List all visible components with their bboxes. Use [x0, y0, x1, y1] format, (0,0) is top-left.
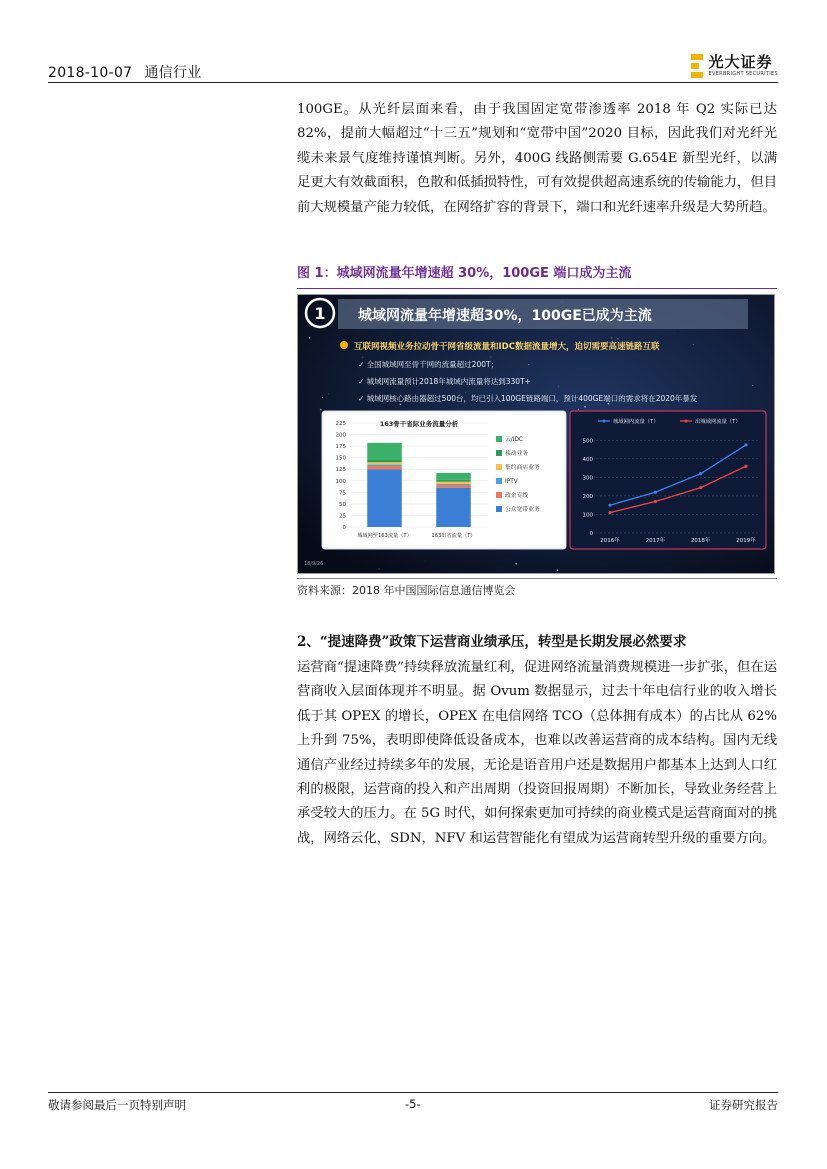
slide-number: 1 [314, 304, 326, 323]
bar-segment [436, 480, 471, 482]
page-number: -5- [405, 1097, 421, 1111]
line-legend-marker [685, 420, 688, 423]
slide-bullet-3: ✓ 城域网核心路由器超过500台，均已引入100GE链路端口，预计400GE端口的需求将在2020年暴发 [358, 394, 698, 403]
star-dot [611, 337, 613, 339]
footer-disclaimer: 敬请参阅最后一页特别声明 [48, 1098, 186, 1112]
bar-chart-title: 163骨干省际业务流量分析 [379, 420, 459, 428]
footer-report-type: 证券研究报告 [709, 1098, 778, 1112]
bar-segment [367, 462, 402, 464]
star-dot [608, 403, 610, 405]
bar-segment [436, 488, 471, 527]
bar-y-tick: 75 [339, 490, 346, 497]
legend-label: IPTV [505, 479, 518, 485]
star-dot [752, 385, 753, 386]
bar-category-label: 城域网至163流量（T） [357, 533, 412, 539]
bar-y-tick: 25 [339, 513, 346, 520]
line-point [608, 511, 611, 514]
star-dot [400, 404, 402, 406]
bar-y-tick: 100 [335, 478, 346, 485]
star-dot [465, 392, 466, 393]
star-dot [558, 386, 559, 387]
page-header [48, 52, 778, 82]
header-meta [48, 62, 202, 82]
line-point [699, 486, 702, 489]
star-dot [328, 393, 329, 394]
legend-label: 政企专线 [505, 493, 529, 499]
bar-segment [436, 482, 471, 484]
bar-y-tick: 225 [335, 421, 346, 427]
bar-y-tick: 125 [335, 467, 346, 474]
bar-y-tick: 0 [342, 525, 346, 531]
line-chart-panel [570, 411, 766, 549]
line-y-tick: 500 [582, 438, 593, 445]
body-paragraph-1: 100GE。从光纤层面来看，由于我国固定宽带渗透率 2018 年 Q2 实际已达 82%，提前大幅超过“十三五”规划和“宽带中国”2020 目标，因此我们对光纤光缆未来景气度维持谨慎判断。另外，400G 线路侧需要 G.654E 新型光纤，以满足更大有效截面积，色散和低插损特性，可有效提供超高速系统的传输能力，但目前大规模量产能力较低，在网络扩容的背景下，端口和光纤速率升级是大势所趋。 [297, 102, 777, 215]
line-y-tick: 0 [589, 531, 593, 537]
line-legend-label: 城域网内流量（T） [613, 419, 659, 425]
figure-bottom-divider [297, 578, 777, 579]
star-dot [557, 569, 559, 571]
figure-slide-photo [297, 294, 775, 574]
bullet-dot-icon [340, 341, 348, 349]
logo-icon [691, 54, 703, 78]
brand-logo [691, 52, 778, 80]
line-legend-label: 出城域网流量（T） [695, 419, 741, 425]
legend-label: 移动业务 [505, 451, 529, 457]
bar-segment [436, 484, 471, 485]
legend-label: 公众宽带业务 [505, 507, 540, 513]
star-dot [362, 357, 363, 358]
slide-bullet-main: 互联网视频业务拉动骨干网省级流量和IDC数据流量增大，迫切需要高速链路互联 [354, 342, 660, 352]
star-dot [674, 333, 675, 334]
line-y-tick: 100 [582, 512, 593, 519]
star-dot [490, 357, 491, 358]
legend-swatch [496, 492, 502, 498]
body-paragraph-2: 运营商“提速降费”持续释放流量红利，促进网络流量消费规模进一步扩张，但在运营商收入层面体现并不明显。据 Ovum 数据显示，过去十年电信行业的收入增长低于其 OPEX 的增长，OPEX 在电信网络 TCO（总体拥有成本）的占比从 62%上升到 75%，表明即使降低设备成本，也难以改善运营商的成本结构。国内无线通信产业经过持续多年的发展，无论是语音用户还是数据用户都基本上达到人口红利的极限，运营商的投入和产出周期（投资回报周期）不断加长，导致业务经营上承受较大的压力。在 5G 时代，如何探索更加可持续的商业模式是运营商面对的挑战，网络云化，SDN，NFV 和运营智能化有望成为运营商转型升级的重要方向。 [297, 660, 777, 846]
line-x-tick: 2019年 [736, 538, 756, 544]
line-y-tick: 300 [582, 475, 593, 482]
header-divider [48, 82, 778, 83]
line-point [654, 500, 657, 503]
line-x-tick: 2016年 [600, 538, 620, 544]
bar-segment [436, 473, 471, 480]
legend-swatch [496, 450, 502, 456]
line-point [744, 443, 747, 446]
line-y-tick: 400 [582, 456, 593, 463]
star-dot [320, 409, 322, 411]
star-dot [528, 364, 529, 365]
slide-bullet-2: ✓ 城域网流量预计2018年城域内流量将达到330T+ [358, 377, 531, 386]
slide-svg [298, 295, 774, 573]
line-y-tick: 200 [582, 493, 593, 500]
bar-category-label: 163出省流量（T） [431, 533, 476, 539]
section-title: 2、“提速降费”政策下运营商业绩承压，转型是长期发展必然要求 [297, 634, 687, 650]
slide-date-stamp: 18/9/26 [304, 561, 324, 567]
logo-cn: 光大证券 [708, 53, 773, 71]
bar-segment [436, 485, 471, 488]
bar-y-tick: 175 [335, 444, 346, 451]
figure-title-divider [297, 288, 777, 289]
logo-en: EVERBRIGHT SECURITIES [708, 71, 778, 77]
star-dot [578, 409, 579, 410]
legend-label: 云/IDC [505, 437, 523, 443]
legend-swatch [496, 436, 502, 442]
legend-label: 集约商店业务 [505, 465, 540, 471]
bar-segment [367, 460, 402, 462]
bar-segment [367, 465, 402, 466]
slide-title: 城域网流量年增速超30%，100GE已成为主流 [358, 308, 652, 324]
star-dot [693, 344, 694, 345]
star-dot [379, 568, 380, 569]
figure-source: 资料来源：2018 年中国国际信息通信博览会 [297, 584, 516, 597]
line-point [699, 472, 702, 475]
line-x-tick: 2018年 [690, 538, 711, 544]
star-dot [322, 397, 323, 398]
line-point [744, 465, 747, 468]
star-dot [584, 406, 586, 408]
bar-y-tick: 150 [335, 455, 346, 462]
legend-swatch [496, 478, 502, 484]
line-point [654, 491, 657, 494]
star-dot [515, 563, 517, 565]
bar-segment [367, 466, 402, 469]
bar-y-tick: 200 [335, 432, 346, 439]
line-x-tick: 2017年 [645, 538, 666, 544]
legend-swatch [496, 464, 502, 470]
figure-title: 图 1：城域网流量年增速超 30%，100GE 端口成为主流 [297, 266, 632, 281]
bar-segment [367, 443, 402, 460]
line-point [608, 504, 611, 507]
header-industry: 通信行业 [144, 65, 202, 81]
star-dot [617, 338, 618, 339]
slide-bullet-1: ✓ 全国城域网至骨干网的流量超过200T； [358, 360, 499, 369]
line-legend-marker [603, 420, 606, 423]
bar-segment [367, 469, 402, 527]
footer-divider [48, 1092, 778, 1093]
legend-swatch [496, 506, 502, 512]
header-date: 2018-10-07 [48, 65, 133, 81]
star-dot [309, 337, 311, 339]
bar-y-tick: 50 [339, 501, 346, 508]
